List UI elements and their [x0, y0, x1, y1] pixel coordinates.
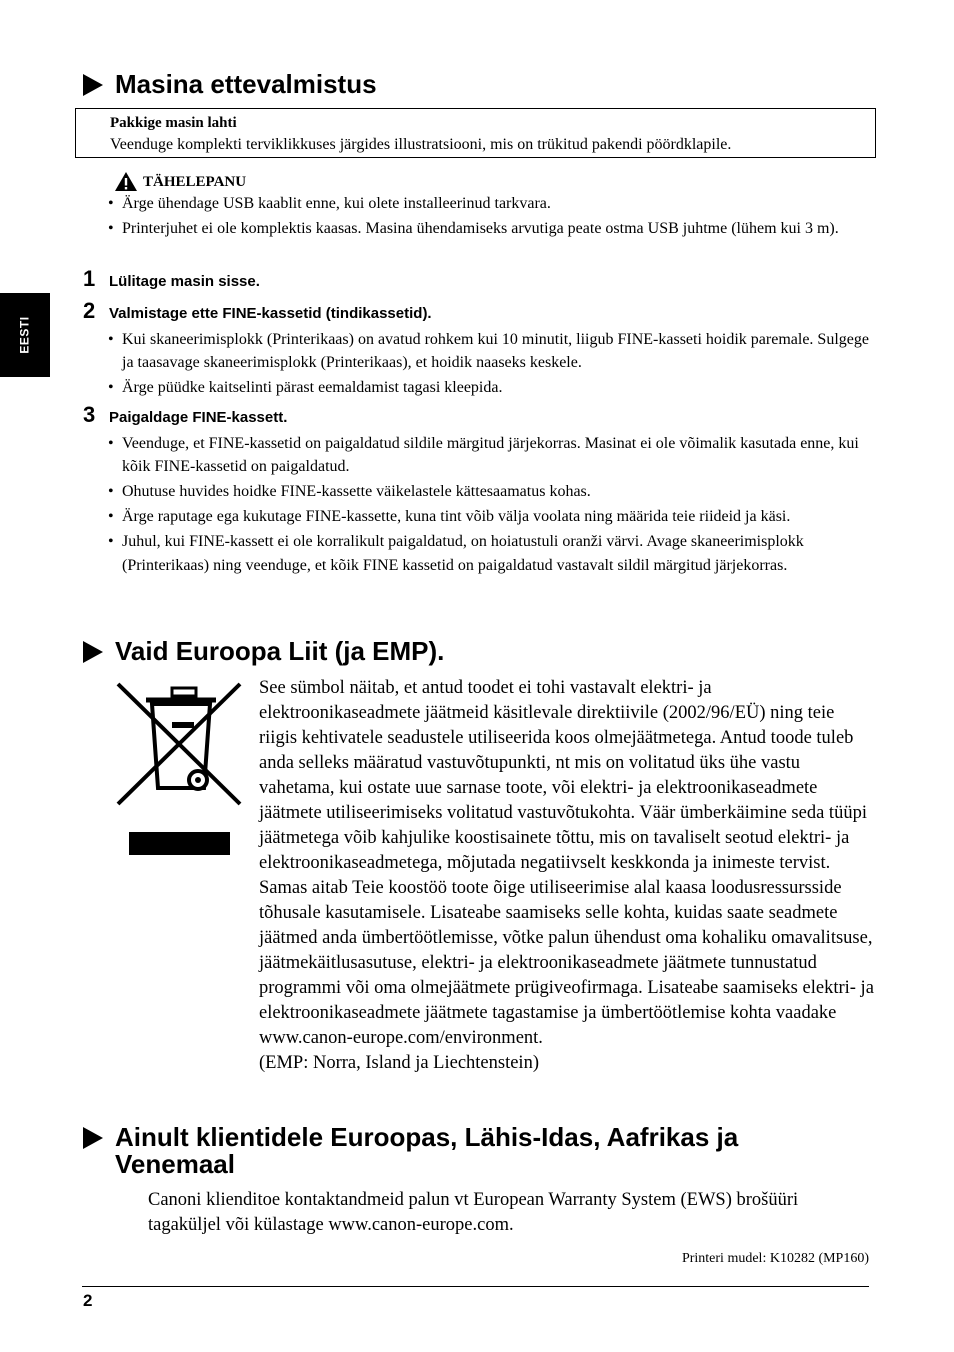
section-heading-eu — [83, 638, 444, 665]
list-item: • Ärge püüdke kaitselinti pärast eemaldamist tagasi kleepida. — [108, 376, 873, 399]
step-2 — [83, 298, 432, 324]
caution-text: TÄHELEPANU — [143, 173, 247, 190]
list-item: • Ohutuse huvides hoidke FINE-kassette väikelastele kättesaamatus kohas. — [108, 480, 873, 503]
step-number: 3 — [83, 402, 96, 427]
list-item: • Ärge ühendage USB kaablit enne, kui olete installeerinud tarkvara. — [108, 192, 873, 215]
list-item: • Printerjuhet ei ole komplektis kaasas. Masina ühendamiseks arvutiga peate ostma USB juhtme (lühem kui 3 m). — [108, 217, 873, 240]
printer-model: Printeri mudel: K10282 (MP160) — [681, 1251, 869, 1266]
language-tab-label: EESTI — [18, 316, 32, 354]
section-title: Vaid Euroopa Liit (ja EMP). — [115, 636, 445, 666]
section-heading-customers — [83, 1124, 803, 1178]
caution-list — [108, 192, 873, 242]
step-3 — [83, 402, 287, 428]
contact-paragraph: Canoni klienditoe kontaktandmeid palun vt European Warranty System (EWS) brošüüri tagaküljel või külastage www.canon-europe.com. — [148, 1190, 799, 1235]
unpack-title: Pakkige masin lahti — [110, 115, 237, 131]
step-1 — [83, 266, 260, 292]
list-item: • Kui skaneerimisplokk (Printerikaas) on avatud rohkem kui 10 minutit, liigub FINE-kasseti hoidik paremale. Sulgege ja taasavage skaneerimisplokk (Printerikaas), et hoidik naaseks keskele. — [108, 328, 873, 375]
caution-label — [114, 171, 246, 192]
footer-divider — [82, 1286, 869, 1287]
language-side-tab — [0, 293, 50, 377]
list-item: • Ärge raputage ega kukutage FINE-kassette, kuna tint võib välja voolata ning määrida teie riideid ja käsi. — [108, 505, 873, 528]
section-heading-machine-prep — [83, 71, 377, 98]
section-title: Ainult klientidele Euroopas, Lähis-Idas, Aafrikas ja Venemaal — [115, 1122, 739, 1179]
list-item: • Veenduge, et FINE-kassetid on paigaldatud sildile märgitud järjekorras. Masinat ei ole võimalik kasutada enne, kui kõik FINE-kassetid on paigaldatud. — [108, 432, 873, 479]
weee-crossed-bin-icon — [112, 680, 248, 860]
step-label: Lülitage masin sisse. — [109, 273, 260, 290]
step3-list — [108, 432, 873, 579]
step-label: Valmistage ette FINE-kassetid (tindikassetid). — [109, 305, 432, 322]
page-number: 2 — [83, 1291, 93, 1310]
arrow-right-icon — [83, 74, 103, 96]
unpack-text: Veenduge komplekti terviklikkuses järgides illustratsiooni, mis on trükitud pakendi pöördklapile. — [110, 136, 732, 153]
eea-note: (EMP: Norra, Island ja Liechtenstein) — [259, 1053, 539, 1073]
step-number: 2 — [83, 298, 96, 323]
weee-body: See sümbol näitab, et antud toodet ei tohi vastavalt elektri- ja elektroonikaseadmete jäätmeid käsitlevale direktiivile (2002/96/EÜ) ning teie riigis kehtivatele seadustele utiliseerida koos olmejäätmetega. Antud toode tuleb anda selleks määratud vastuvõtupunkti, nt mis on volitatud üks ühe vastu vahetama, kui ostate uue sarnase toote, või elektri- ja elektroonikaseadmete jäätmete utiliseerimiseks volitatud vastuvõtukohta. Väär ümberkäimine seda tüüpi jäätmetega võib kahjulike koostisainete tõttu, mis on tavaliselt seotud elektri- ja elektroonikaseadmetega, mõjutada negatiivselt keskkonda ja inimeste tervist. Samas aitab Teie koostöö toote õige utiliseerimise alal kaasa loodusressursside tõhusale kasutamisele. Lisateabe saamiseks selle kohta, kuidas saate seadmete jäätmed anda ümbertöötlemisse, võtke palun ühendust oma kohaliku omavalitsuse, jäätmekäitlusasutuse, elektri- ja elektroonikaseadmete jäätmete tunnustatud programmi või oma olmejäätmete prügiveofirmaga. Lisateabe saamiseks elektri- ja elektroonikaseadmete jäätmete tagastamise ja ümbertöötlemise kohta vaadake www.canon-europe.com/environment. — [259, 678, 874, 1048]
arrow-right-icon — [83, 641, 103, 663]
list-item: • Juhul, kui FINE-kassett ei ole korralikult paigaldatud, on hoiatustuli oranži värvi. Avage skaneerimisplokk (Printerikaas) ning veenduge, et kõik FINE kassetid on paigaldatud vastavalt sildil märgitud järjekorras. — [108, 530, 873, 577]
step-number: 1 — [83, 266, 96, 291]
unpack-box — [75, 108, 876, 158]
warning-icon — [114, 171, 138, 192]
step2-list — [108, 328, 873, 401]
weee-paragraph — [259, 676, 875, 1076]
step-label: Paigaldage FINE-kassett. — [109, 409, 288, 426]
arrow-right-icon — [83, 1127, 103, 1149]
section-title: Masina ettevalmistus — [115, 69, 377, 99]
